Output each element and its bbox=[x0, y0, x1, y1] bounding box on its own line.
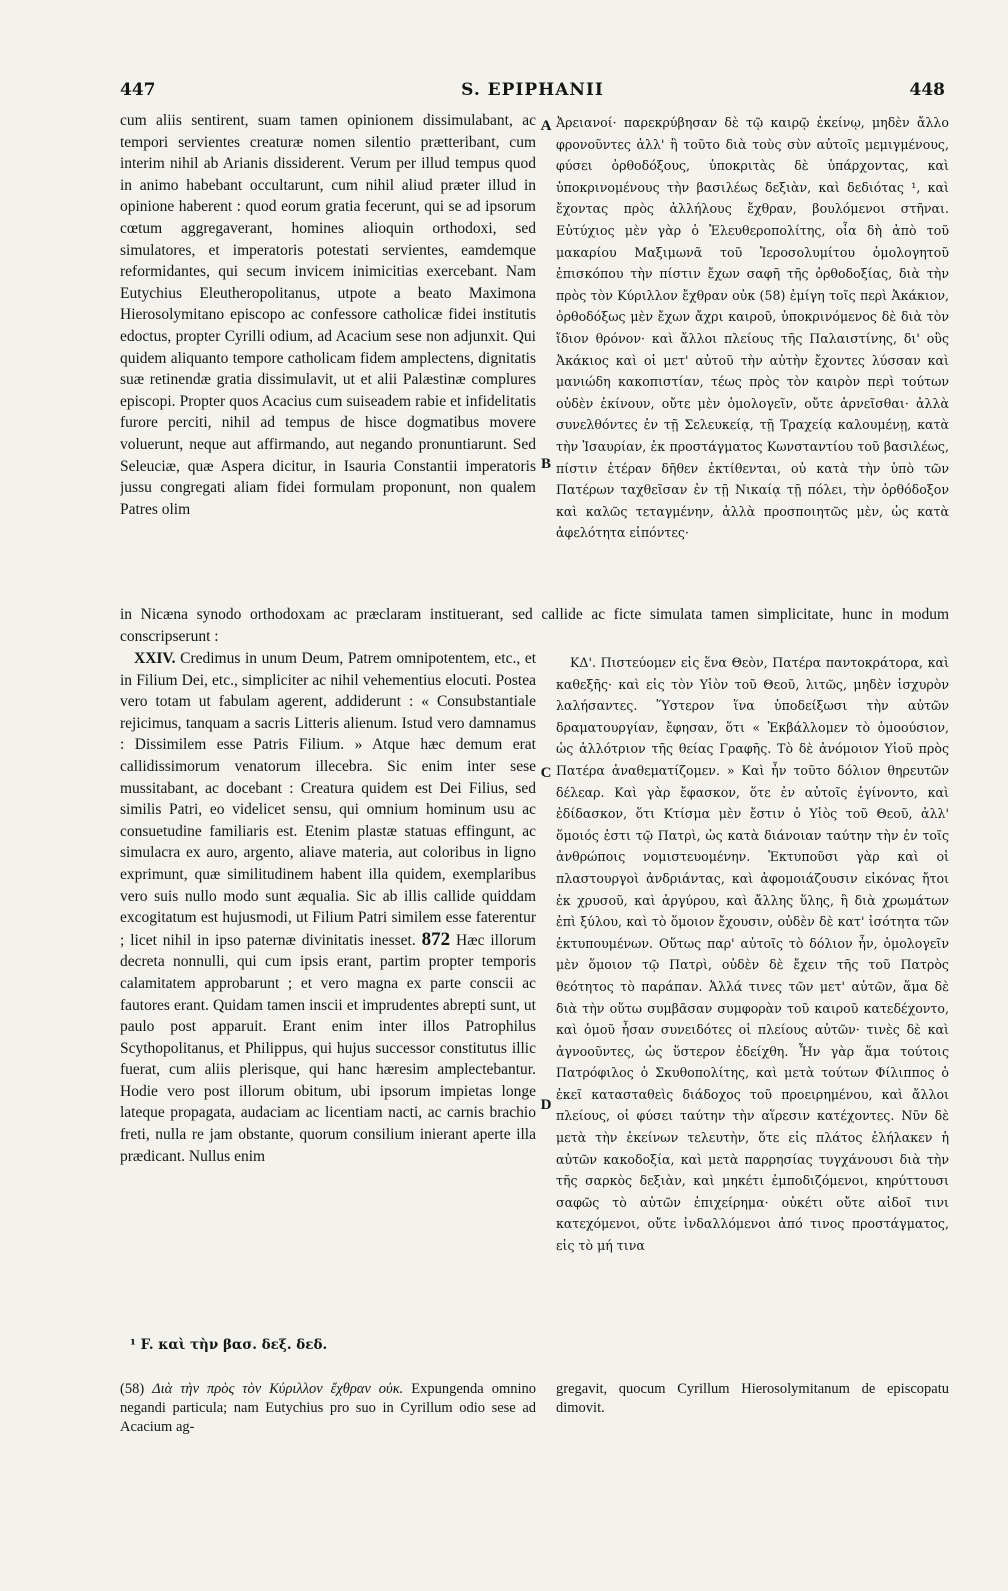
latin-section-number: XXIV. bbox=[134, 650, 176, 667]
full-width-text: in Nicæna synodo orthodoxam ac præclaram instituerant, sed callide ac ficte simulata tamen simplicitate, hunc in modum conscripserunt : bbox=[120, 606, 949, 645]
greek-paragraph-1: Ἀρειανοί· παρεκρύβησαν δὲ τῷ καιρῷ ἐκείνῳ, μηδὲν ἄλλο φρονοῦντες ἀλλ' ἢ τοῦτο διὰ τοὺς σὺν αὐτοῖς μεμιγμένους, φύσει ὀρθοδόξους, ὑποκριτὰς δὲ ὑπάρχοντας, καὶ ὑποκρινομένους τὴν βασιλέως δεξιὰν, καὶ δεδιότας ¹, καὶ ἔχοντας πρὸς ἀλλήλους ἔχθραν, βουλόμενοι στῆναι. Εὐτύχιος μὲν γὰρ ὁ Ἐλευθεροπολίτης, οἷα δὴ ἀπὸ τοῦ μακαρίου Μαξιμωνᾶ τοῦ Ἱεροσολυμίτου ὁμολογητοῦ ἐπισκόπου τὴν πίστιν ἔχων σαφῆ τῆς ὀρθοδοξίας, διὰ τὴν πρὸς τὸν Κύριλλον ἔχθραν οὐκ (58) ἐμίγη τοῖς περὶ Ἀκάκιον, ὀρθοδόξως μὲν ἔχων ἄχρι καιροῦ, ὑποκρινόμενος δὲ διὰ τὸν ἴδιον θρόνον· καὶ ἄλλοι πλείους τῆς Παλαιστίνης, δι' οὓς Ἀκάκιος καὶ οἱ μετ' αὐτοῦ τὴν αὐτὴν ἔχοντες λύσσαν καὶ μανιώδη κακοπιστίαν, τέως πρὸς τὸν καιρὸν περὶ τούτων οὐδὲν ἐκίνουν, οὔτε μὲν ὁμολογεῖν, οὔτε ἀρνεῖσθαι· ἀλλὰ συνελθόντες ἐν τῇ Σελευκείᾳ, τῇ Τραχείᾳ καλουμένῃ, κατὰ τὴν Ἰσαυρίαν, ἐκ προστάγματος Κωνσταντίου τοῦ βασιλέως, πίστιν ἑτέραν δῆθεν ἐκτίθενται, οὐ κατὰ τὴν ὑπὸ τῶν Πατέρων ταχθεῖσαν ἐν τῇ Νικαίᾳ τῇ πόλει, τὴν ὀρθόδοξον καὶ καλῶς τεταγμένην, ἀλλὰ προσποιητῶς μὲν, ὡς κατὰ ἀφελότητα εἰπόντες· bbox=[556, 115, 949, 541]
note-58-text-left: Expungenda omnino negandi particula; nam Eutychius pro suo in Cyrillum odio sese ad Acacium ag- bbox=[120, 1381, 537, 1435]
latin-paragraph-2a: Credimus in unum Deum, Patrem omnipotentem, etc., et in Filium Dei, etc., simpliciter ac nihil vehementius elocuti. Postea vero totam ut fabulam agerent, addiderunt : « Consubstantiale rejicimus, tanquam a sacris Litteris alienum. Istud vero damnamus : Dissimilem esse Patris Filium. » Atque hæc demum erat callidissimorum venatorum illecebra. Sic enim inter sese mussitabant, ac docebant : Creatura quidem est Dei Filius, sed similis Patri, eo videlicet sensu, qui omnium hominum usu ac consuetudine familiaris est. Etenim plastæ statuas effingunt, ac simulacra ex auro, argento, aliave materia, aut coloribus in ligno exprimunt, quæ similitudinem habent illa quidem, exemplaribus vero suis nullo modo sunt æqualia. Sic ab illis callide quiddam excogitatum est hujusmodi, ut Filium Patri similem esse faterentur ; licet nihil in ipso paternæ divinitatis inesset. bbox=[120, 650, 536, 949]
greek-column-upper bbox=[556, 112, 949, 624]
page-number-right: 448 bbox=[909, 80, 945, 100]
greek-column-lower bbox=[556, 652, 949, 1316]
margin-letter-a: A bbox=[540, 118, 552, 134]
note-58-text-right: gregavit, quocum Cyrillum Hierosolymitanum de episcopatu dimovit. bbox=[556, 1381, 949, 1416]
page-number-left: 447 bbox=[120, 80, 156, 100]
latin-column-lower bbox=[120, 648, 536, 1316]
footnote-1: ¹ F. καὶ τὴν βασ. δεξ. δεδ. bbox=[130, 1337, 328, 1353]
note-58-greek: Διὰ τὴν πρὸς τὸν Κύριλλον ἔχθραν οὐκ. bbox=[152, 1381, 404, 1397]
column-number: 872 bbox=[421, 928, 451, 950]
latin-paragraph-2b: Hæc illorum decreta nonnulli, qui cum ipsis erant, partim propter temporis calamitatem approbarunt ; et vero magna ex parte conscii ac fautores erant. Quidam tamen inscii et imprudentes abrepti sunt, ut paulo post apparuit. Erant enim inter illos Patrophilus Scythopolitanus, et Philippus, qui hujus successor constitutus illic fuerat, cum aliis plerisque, qui hanc hæresim amplectebantur. Hodie vero post illorum obitum, ubi ipsorum impietas longe lateque propagata, audaciam ac licentiam nacti, ac carnis brachio freti, nulla re jam obstante, quorum consilium inierant aperte illa prædicant. Nullus enim bbox=[120, 931, 536, 1165]
margin-letter-b: B bbox=[540, 456, 551, 472]
latin-paragraph-1: cum aliis sentirent, suam tamen opinionem dissimulabant, ac tempori servientes creaturæ nomen silentio prætteribant, cum interim nihil ab Arianis dissiderent. Verum per illud tempus quod in animo habebant occultarunt, cum nihil aliud præter illud in opinione haberent : quod eorum gratia fecerunt, qui se ad ipsorum cœtum aggregaverant, homines alioquin orthodoxi, sed simulatores, et imperatoris potestati servientes, eamdemque reformidantes, qui secum invicem inimicitias exercebant. Nam Eutychius Eleutheropolitanus, utpote a beato Maximona Hierosolymitano episcopo ac confessore catholicæ fidei institutis edoctus, propter Cyrilli odium, ad Acacium sese non adjunxit. Qui quidem aliquanto tempore catholicam fidem amplectens, dignitatis suæ retinendæ gratia dissimulavit, ut et alii Palæstinæ complures episcopi. Propter quos Acacius cum suiseadem rabie et infidelitatis furore perciti, nihil ad tempus de hisce dogmatibus movere voluerunt, neque aut affirmando, aut negando pronuntiarunt. Sed Seleuciæ, quæ Aspera dicitur, in Isauria Constantii imperatoris jussu congregati aliam fidei formulam proponunt, non qualem Patres olim bbox=[120, 112, 536, 518]
margin-letter-d: D bbox=[540, 1097, 552, 1113]
latin-column-upper bbox=[120, 110, 536, 624]
note-58-right bbox=[556, 1380, 949, 1418]
page-header bbox=[120, 80, 945, 106]
running-title: S. EPIPHANII bbox=[461, 80, 604, 100]
greek-paragraph-2: ΚΔ'. Πιστεύομεν εἰς ἕνα Θεὸν, Πατέρα παντοκράτορα, καὶ καθεξῆς· καὶ εἰς τὸν Υἱὸν τοῦ Θεοῦ, λιτῶς, μηδὲν ἰσχυρὸν λαλήσαντες. Ὕστερον ἵνα ὑποδείξωσι τὴν αὐτῶν δραματουργίαν, ἔφησαν, ὅτι « Ἐκβάλλομεν τὸ ὁμοούσιον, ὡς ἀλλότριον τῆς θείας Γραφῆς. Τὸ δὲ ἀνόμοιον Υἱοῦ πρὸς Πατέρα ἀναθεματίζομεν. » Καὶ ἦν τοῦτο δόλιον θηρευτῶν δέλεαρ. Καὶ γὰρ ἔφασκον, ὅτε ἐν αὐτοῖς ἐγίνοντο, καὶ ἐδίδασκον, ὅτι Κτίσμα μὲν ἔστιν ὁ Υἱὸς τοῦ Θεοῦ, ἀλλ' ὅμοιός ἐστι τῷ Πατρὶ, ὡς κατὰ διάνοιαν ταύτην τὴν ἐν τοῖς ἀνθρώποις νομιστευομένην. Ἐκτυποῦσι γὰρ καὶ οἱ πλαστουργοὶ ἀνδριάντας, καὶ ἀφομοιάζουσιν εἰκόνας ἤτοι ἐκ χρυσοῦ, καὶ ἀργύρου, καὶ ἄλλης ὕλης, ἢ διὰ χρωμάτων ἐπὶ ξύλου, καὶ τὸ ὅμοιον ἔχουσιν, οὐδὲν δὲ κατ' ἰσότητα τῶν ἐκτυπουμένων. Οὕτως παρ' αὐτοῖς τὸ δόλιον ἦν, ὁμολογεῖν μὲν ὅμοιον τῷ Πατρὶ, οὐδὲν δὲ ἔχειν τῆς τοῦ Πατρὸς θεότητος τὸ παράπαν. Ἀλλά τινες τῶν μετ' αὐτῶν, ἅμα δὲ διὰ τὴν οὕτω συμβᾶσαν συμφορὰν τοῦ καιροῦ κατεδέχοντο, καὶ ὁμοῦ ἦσαν συνειδότες οἱ πλείους αὐτῶν· τινὲς δὲ καὶ ἀγνοοῦντες, ὡς ὕστερον ἐδείχθη. Ἦν γὰρ ἅμα τούτοις Πατρόφιλος ὁ Σκυθοπολίτης, καὶ μετὰ τούτων Φίλιππος ὁ ἐκεῖ κατασταθεὶς διάδοχος τοῦ προειρημένου, καὶ ἄλλοι πλείους, οἱ φύσει ταύτην τὴν αἵρεσιν κατέχοντες. Νῦν δὲ μετὰ τὴν ἐκείνων τελευτὴν, ὅτε εἰς πλάτος ἐλήλακεν ἡ αὐτῶν κακοδοξία, καὶ μετὰ παρρησίας τυγχάνουσι διὰ τὴν τῆς σαρκὸς δεξιὰν, καὶ μηκέτι ἐμποδιζόμενοι, κηρύττουσι σαφῶς τὸ αὐτῶν ἐπιχείρημα· οὐκέτι οὔτε αἰδοῖ τινι κατεχόμενοι, οὔτε ἰνδαλλόμενοι ἀπό τινος προστάγματος, εἰς τὸ μή τινα bbox=[556, 655, 949, 1254]
note-58-left bbox=[120, 1380, 536, 1437]
note-58-number: (58) bbox=[120, 1381, 145, 1397]
margin-letter-c: C bbox=[540, 765, 552, 781]
